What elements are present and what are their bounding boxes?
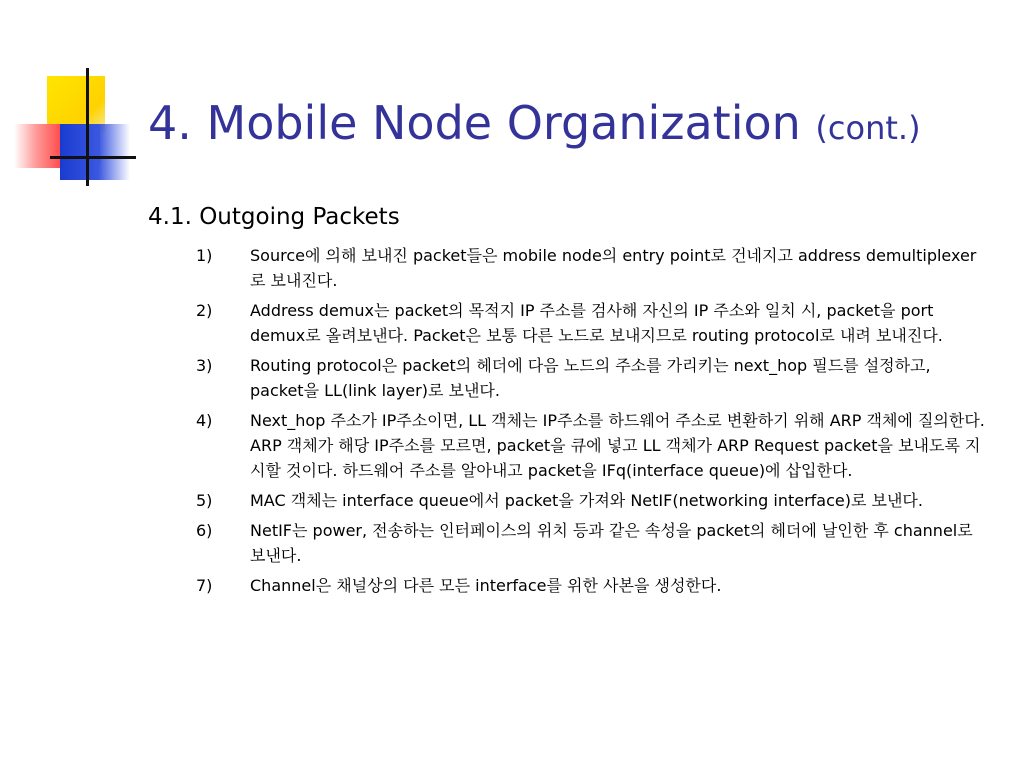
logo-horizontal-line [50, 156, 136, 159]
list-item-text: Address demux는 packet의 목적지 IP 주소를 검사해 자신의 IP 주소와 일치 시, packet을 port demux로 올려보낸다. Packet은 보통 다른 노드로 보내지므로 routing protocol로 내려 보내진다. [250, 301, 943, 345]
list-item-text: MAC 객체는 interface queue에서 packet을 가져와 NetIF(networking interface)로 보낸다. [250, 491, 923, 510]
list-item-text: Next_hop 주소가 IP주소이면, LL 객체는 IP주소를 하드웨어 주소로 변환하기 위해 ARP 객체에 질의한다. ARP 객체가 해당 IP주소를 모르면, packet을 큐에 넣고 LL 객체가 ARP Request packet을 보내도록 지시할 것이다. 하드웨어 주소를 알아내고 packet을 IFq(interface queue)에 삽입한다. [250, 411, 985, 480]
list-item [196, 408, 986, 483]
list-item [196, 488, 986, 513]
list-item-number: 4) [196, 411, 213, 430]
list-item [196, 298, 986, 348]
list-item [196, 518, 986, 568]
list-item-text: Routing protocol은 packet의 헤더에 다음 노드의 주소를 가리키는 next_hop 필드를 설정하고, packet을 LL(link layer)로 보낸다. [250, 356, 931, 400]
list-item-number: 3) [196, 356, 213, 375]
slide-title-main: 4. Mobile Node Organization [148, 96, 801, 150]
list-item-number: 5) [196, 491, 213, 510]
list-item [196, 573, 986, 598]
numbered-list [196, 243, 986, 603]
list-item-number: 2) [196, 301, 213, 320]
decorative-logo [0, 0, 140, 200]
list-item-text: Source에 의해 보내진 packet들은 mobile node의 entry point로 건네지고 address demultiplexer로 보내진다. [250, 246, 977, 290]
list-item-text: NetIF는 power, 전송하는 인터페이스의 위치 등과 같은 속성을 packet의 헤더에 날인한 후 channel로 보낸다. [250, 521, 973, 565]
slide-title [148, 98, 1008, 149]
logo-vertical-line [86, 68, 89, 186]
section-heading: 4.1. Outgoing Packets [148, 204, 400, 230]
list-item [196, 353, 986, 403]
logo-blue-square [60, 124, 130, 180]
list-item-number: 6) [196, 521, 213, 540]
list-item [196, 243, 986, 293]
list-item-text: Channel은 채널상의 다른 모든 interface를 위한 사본을 생성한다. [250, 576, 722, 595]
list-item-number: 7) [196, 576, 213, 595]
slide-title-suffix: (cont.) [815, 109, 921, 147]
list-item-number: 1) [196, 246, 213, 265]
